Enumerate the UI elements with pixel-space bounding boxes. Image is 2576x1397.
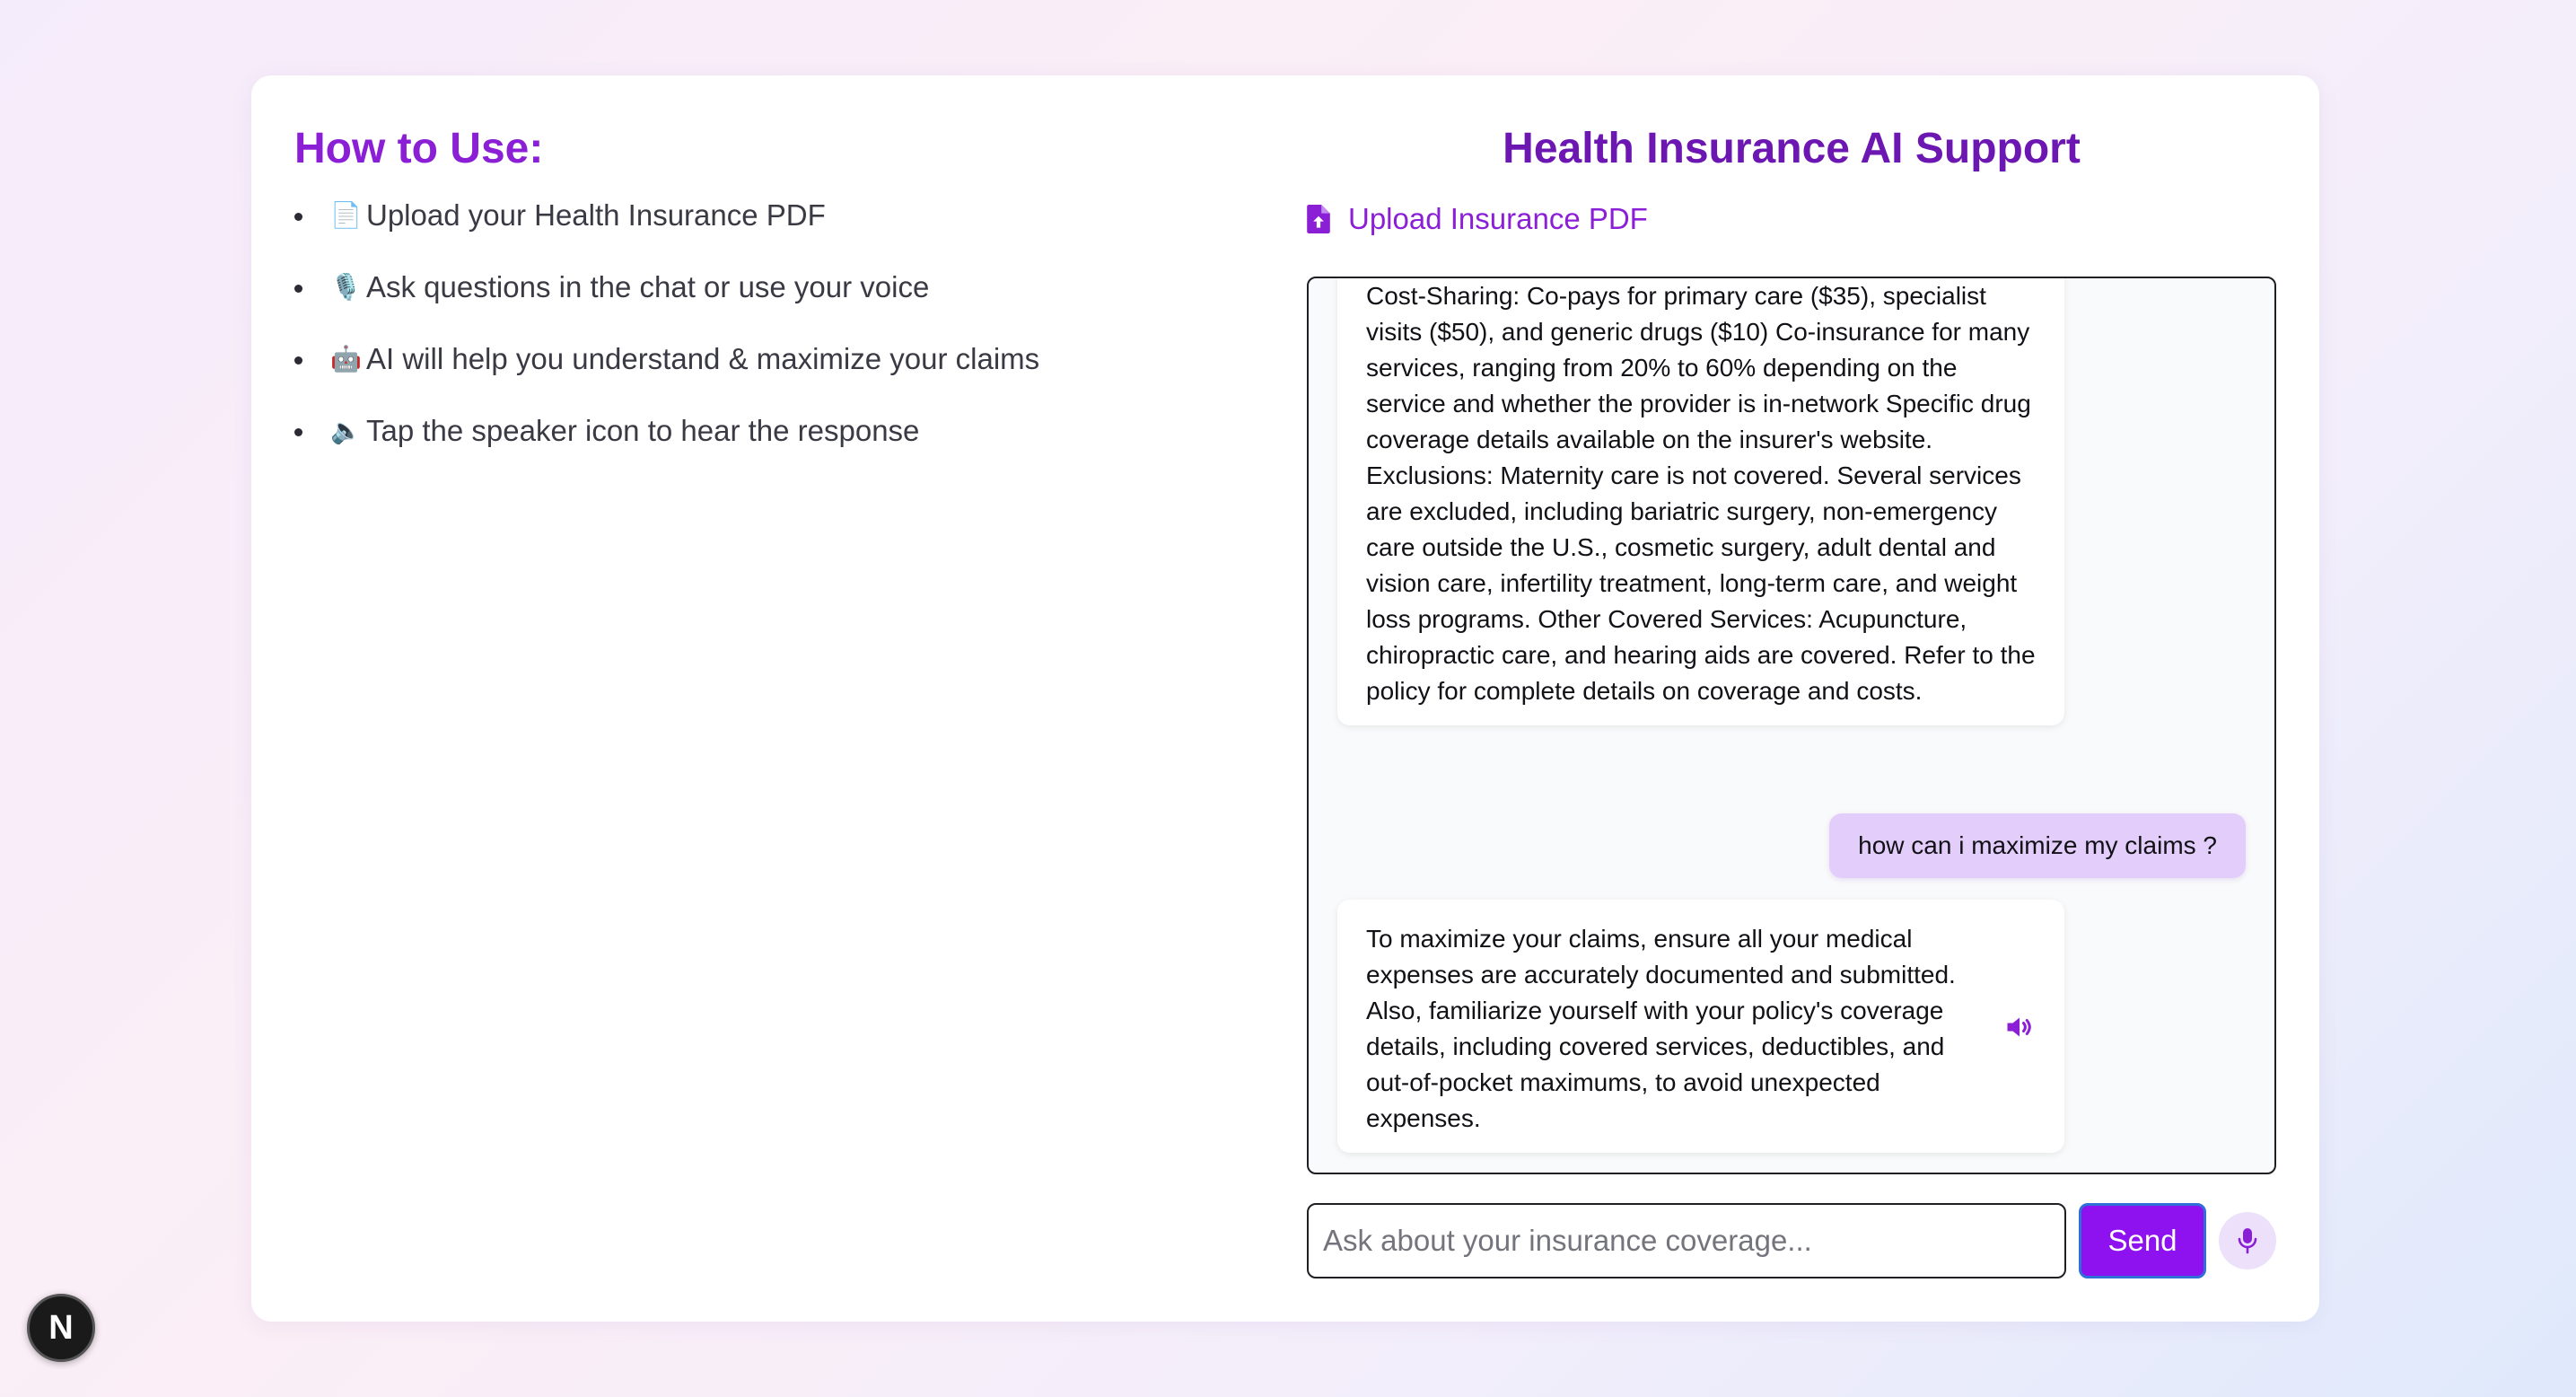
how-to-use-list <box>294 196 1282 451</box>
chat-messages[interactable] <box>1307 277 2276 1174</box>
main-card <box>251 75 2319 1322</box>
how-to-use-title: How to Use: <box>294 125 544 172</box>
chat-input[interactable] <box>1307 1203 2066 1278</box>
user-message-text: how can i maximize my claims ? <box>1858 831 2217 859</box>
list-item <box>294 339 1282 379</box>
bot-message-text: Cost-Sharing: Co-pays for primary care ($35), specialist visits ($50), and generic drugs ($10) Co-insurance for many services, ranging from 20% to 60% depending on the service and whether the provider is in-network Specific drug coverage details available on the insurer's website. Exclusions: Maternity care is not covered. Several services are excluded, including bariatric surgery, non-emergency care outside the U.S., cosmetic surgery, adult dental and vision care, infertility treatment, long-term care, and weight loss programs. Other Covered Services: Acupuncture, chiropractic care, and hearing aids are covered. Refer to the policy for complete details on coverage and costs. <box>1366 282 2036 705</box>
chat-title: Health Insurance AI Support <box>1503 125 2081 172</box>
list-item-text: Tap the speaker icon to hear the response <box>366 414 920 447</box>
list-item-text: Ask questions in the chat or use your voice <box>366 270 930 303</box>
upload-pdf-label: Upload Insurance PDF <box>1348 202 1648 235</box>
chat-input-row <box>1307 1203 2276 1278</box>
n-badge-button[interactable]: N <box>27 1294 95 1362</box>
document-icon: 📄 <box>330 201 362 229</box>
microphone-icon <box>2238 1227 2257 1254</box>
list-item <box>294 196 1282 235</box>
bullet-dot <box>294 285 302 293</box>
bot-message <box>1337 277 2064 725</box>
bot-message-text: To maximize your claims, ensure all your medical expenses are accurately documented and submitted. Also, familiarize yourself with your policy's coverage details, including covered services, deductibles, and out-of-pocket maximums, to avoid unexpected expenses. <box>1366 925 1956 1132</box>
bullet-dot <box>294 213 302 221</box>
chat-area <box>1307 75 2276 1322</box>
robot-icon: 🤖 <box>330 345 362 373</box>
send-button[interactable]: Send <box>2079 1203 2206 1278</box>
speaker-icon: 🔈 <box>330 417 362 444</box>
bot-message <box>1337 900 2064 1153</box>
bullet-dot <box>294 356 302 365</box>
how-to-use-panel <box>294 122 1282 483</box>
bullet-dot <box>294 428 302 436</box>
list-item <box>294 411 1282 451</box>
user-message <box>1829 813 2246 878</box>
list-item-text: Upload your Health Insurance PDF <box>366 198 826 232</box>
speaker-icon[interactable] <box>2003 1011 2036 1043</box>
microphone-icon: 🎙️ <box>330 273 362 301</box>
list-item <box>294 268 1282 307</box>
list-item-text: AI will help you understand & maximize your claims <box>366 342 1040 375</box>
microphone-button[interactable] <box>2219 1212 2276 1270</box>
